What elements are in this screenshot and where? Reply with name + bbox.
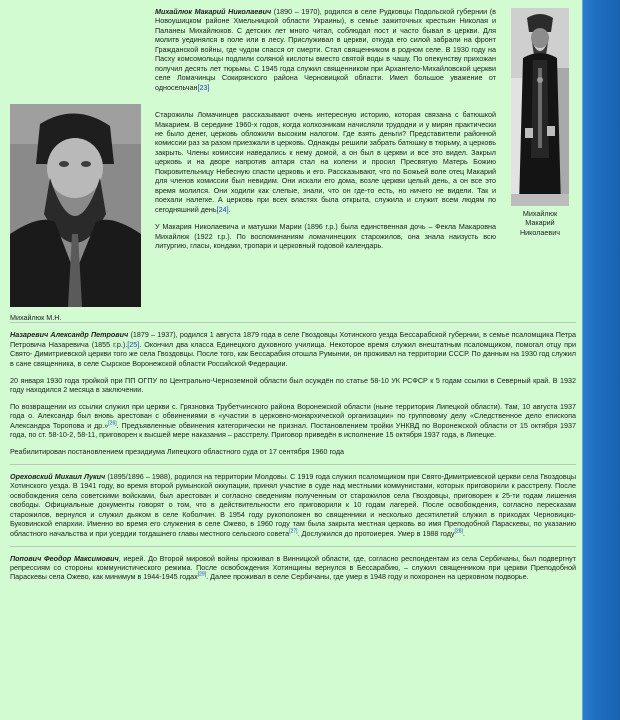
- entry-divider: [10, 546, 576, 547]
- entry-orekhovsky: [10, 472, 576, 538]
- priest-vestment-photo: [511, 8, 569, 206]
- entry-divider: [10, 322, 576, 323]
- entry-mikhailiuk-bio: (1890 – 1970), родился в селе Рудковцы Подольской губернии (в Новоушицком районе Хмельницкой области Украины), в семье зажиточных крестьян Николая и Паланеы Михайлюков. С детских лет много читал, соблюдал пост и часто бывал в церкви. Для молитв уединялся в поле или в лесу. Прислуживал в церкви, откуда его силой забрали на фронт Гражданской войны, где чудом спасся от смерти. Стал священником в родном селе. В 1930 году на Пасху комсомольцы подлили соляной кислоты вместо святой воды в чашу. По опекунству прихожан получил десять лет тюрьмы. С 1945 года служил священником при Архангело-Михайловской церкви селе Ломачинцы Сокирянского района Черновицкой области. Имел большое уважение от односельчан: [155, 7, 497, 92]
- footnote-link-27[interactable]: [27]: [289, 528, 298, 535]
- entry-nazarevich-bio-tail: . Окончил два класса Единецкого духовного училища. Некоторое время служил внештатным псаломщиком, помогал отцу при Свято- Димитриевской церкви того же села Гвоздовцы. После того, как Бессарабия отошла Румынии, он проживал на территории СССР. По данным на 1930 год служил в сане священника, в селе Сырское Воронежской области Российской Федерации.: [10, 339, 576, 368]
- entry-nazarevich-second-arrest-text: По возвращении из ссылки служил при церкви с. Грязновка Трубетчинского района Воронежской области (ныне территория Липецкой области). Там, 10 августа 1937 года о. Александр был вновь арестован с обвинениями в «участии в церковно-монархической организации» по групповому делу «Следственное дело епископа Александра Торопова и др.»: [10, 401, 576, 430]
- photo-right-figure: [508, 8, 572, 237]
- footnote-link-29[interactable]: [29]: [197, 572, 207, 579]
- footnote-link-25[interactable]: [25]: [127, 339, 140, 349]
- entry-mikhailiuk: [10, 7, 576, 92]
- entry-popovich-name: Попович Феодор Максимович: [10, 553, 119, 563]
- entry-orekhovsky-bio: (1895/1896 – 1988), родился на территории Молдовы. С 1919 года служил псаломщиком при Свято-Димитриевской церкви села Гвоздовцы Хотинского уезда. В 1941 году, во время второй румынской оккупации, принял участие в суде над местными коммунистами, которых приговорили к расстрелу. После освобождения села советскими войсками, был арестован и согласно сведениям полученным от старожилов села Гвоздовцы, приговорен к 25-ти годам лишения свободы. Официальные документы говорят о том, что в действительности его приговорили к 10 годам лагерей. После освобождения, согласно пересказам старожилов, вернулся и служил дьяком в селе Коболчин. В 1954 году рукоположен во священники и несколько десятилетий служил в приходах Черновицко-Буковинской епархии. Именно во время его служения в селе Ожево, в 1960 году там была закрыта местная церковь во имя Преподобной Параскевы, по указанию областного начальства и при усердии тогдашнего главы местного сельского совета: [10, 471, 577, 538]
- entry-orekhovsky-bio-tail: . Дослужился до протоиерея. Умер в 1988 году: [297, 528, 455, 538]
- entry-nazarevich-name: Назаревич Александр Петрович: [10, 330, 129, 340]
- entry-orekhovsky-name: Ореховский Михаил Лукич: [10, 471, 106, 481]
- photo-left-figure: [10, 104, 141, 322]
- entry-nazarevich-arrest: 20 января 1930 года тройкой при ПП ОГПУ по Центрально-Черноземной области был осуждён по статье 58-10 УК РСФСР к 5 годам ссылки в Северный край. В 1932 году находился 2 месяца в заключении.: [10, 375, 576, 395]
- entry-mikhailiuk-name: Михайлюк Макарий Николаевич: [155, 7, 272, 16]
- entry-nazarevich-second-arrest: [10, 402, 576, 440]
- entry-popovich: [10, 554, 576, 582]
- photo-right-caption: Михайлюк Макарий Николаевич: [519, 209, 561, 237]
- priest-portrait-photo: [10, 104, 141, 307]
- entry-orekhovsky-end: .: [462, 528, 465, 538]
- entry-popovich-bio: , иерей. До Второй мировой войны проживал в Винницкой области, где, согласно респондентам из села Сербичаны, был подвергнут репрессиям со стороны коммунистического режима. После освобождения Хотинщины вернулся в Бессарабию, – служил священником при церкви Преподобной Параскевы села Ожево, как минимум в 1944-1945 годах: [10, 553, 576, 582]
- footnote-link-26[interactable]: [26]: [108, 420, 117, 427]
- page-background-strip: [582, 0, 620, 720]
- photo-left-caption: Михайлюк М.Н.: [10, 313, 62, 322]
- entry-nazarevich: [10, 330, 576, 368]
- entry-mikhailiuk-story-text: Старожилы Ломачинцев рассказывают очень интересную историю, которая связана с батюшкой Макарием. В середине 1960-х годов, когда колхозникам начисляли трудодни и у мирян практически не было денег, церковь обложили высоким налогом. Где взять деньги? Представители районной комиссии раз за разом приезжали в церковь. Однажды решили забрать батюшку в тюрьму, а церковь закрыть. Члены комиссии наведались к нему домой, а он был в церкви и все это видел. Закрыл церковь и на дворе напротив алтаря стал на колени и просил Пресвятую Матерь Божию Покровительницу Небесную спасти церковь и его. Рассказывают, что по Божьей воле отец Макарий для членов комиссии был невидим. Они искали его дома, возле церкви целый день, а он все это время молился. Они ходили как слепые, знали, что он где-то есть, но ничего не видели. Так и поехали налегке. А церковь при всех властях была открыта, служила и служит всем людям по сегодняшний день: [155, 110, 496, 214]
- footnote-link-23[interactable]: [23]: [197, 82, 210, 92]
- entry-mikhailiuk-story: Старожилы Ломачинцев рассказывают очень интересную историю, которая связана с батюшкой Макарием. В середине 1960-х годов, когда колхозникам начисляли трудодни и у мирян практически не было денег, церковь обложили высоким налогом. Где взять деньги? Представители районной комиссии раз за разом приезжали в церковь. Однажды решили забрать батюшку в тюрьму, а церковь закрыть. Члены комиссии наведались к нему домой, а он был в церкви и все это видел. Закрыл церковь и на дворе напротив алтаря стал на колени и просил Пресвятую Матерь Божию Покровительницу Небесную спасти церковь и его. Рассказывают, что по Божьей воле отец Макарий для членов комиссии был невидим. Они искали его дома, возле церкви целый день, а он все это время молился. Они ходили как слепые, знали, что он где-то есть, но ничего не видели. Так и поехали налегке. А церковь при всех властях была открыта, служила и служит всем людям по сегодняшний день[24].: [155, 110, 496, 214]
- entry-nazarevich-bio: (1879 – 1937), родился 1 августа 1879 года в селе Гвоздовцы Хотинского уезда Бессарабской губернии, в семье псаломщика Петра Петровича Назаревича (1855 г.р.).: [10, 330, 576, 349]
- entry-nazarevich-rehabilitation: Реабилитирован постановлением президиума Липецкого областного суда от 17 сентября 1960 года: [10, 447, 345, 457]
- entry-divider: [10, 464, 576, 465]
- entry-nazarevich-sentence: . Предъявленные обвинения категорически не признал. Постановлением тройки УНКВД по Воронежской области от 15 октября 1937 года, по ст. 58-10-2, 58-11, приговорен к высшей мере наказания – расстрелу. Приговор приведён в исполнение 15 октября 1937 года, в Липецке.: [10, 420, 576, 440]
- article-content: [10, 0, 576, 589]
- entry-popovich-bio-tail: . Далее проживал в селе Сербичаны, где умер в 1948 году и похоронен на церковном подворье.: [206, 572, 529, 582]
- footnote-link-24[interactable]: [24]: [216, 204, 229, 214]
- entry-mikhailiuk-family: У Макария Николаевича и матушки Марии (1896 г.р.) была единственная дочь – Фекла Макаровна Михайлюк (1922 г.р.). По воспоминаниям ломачинецких старожилов, она знала наизусть всю литургию, гласы, кондаки, тропари и церковный годовой календарь.: [155, 222, 496, 250]
- footnote-link-28[interactable]: [28]: [454, 528, 463, 535]
